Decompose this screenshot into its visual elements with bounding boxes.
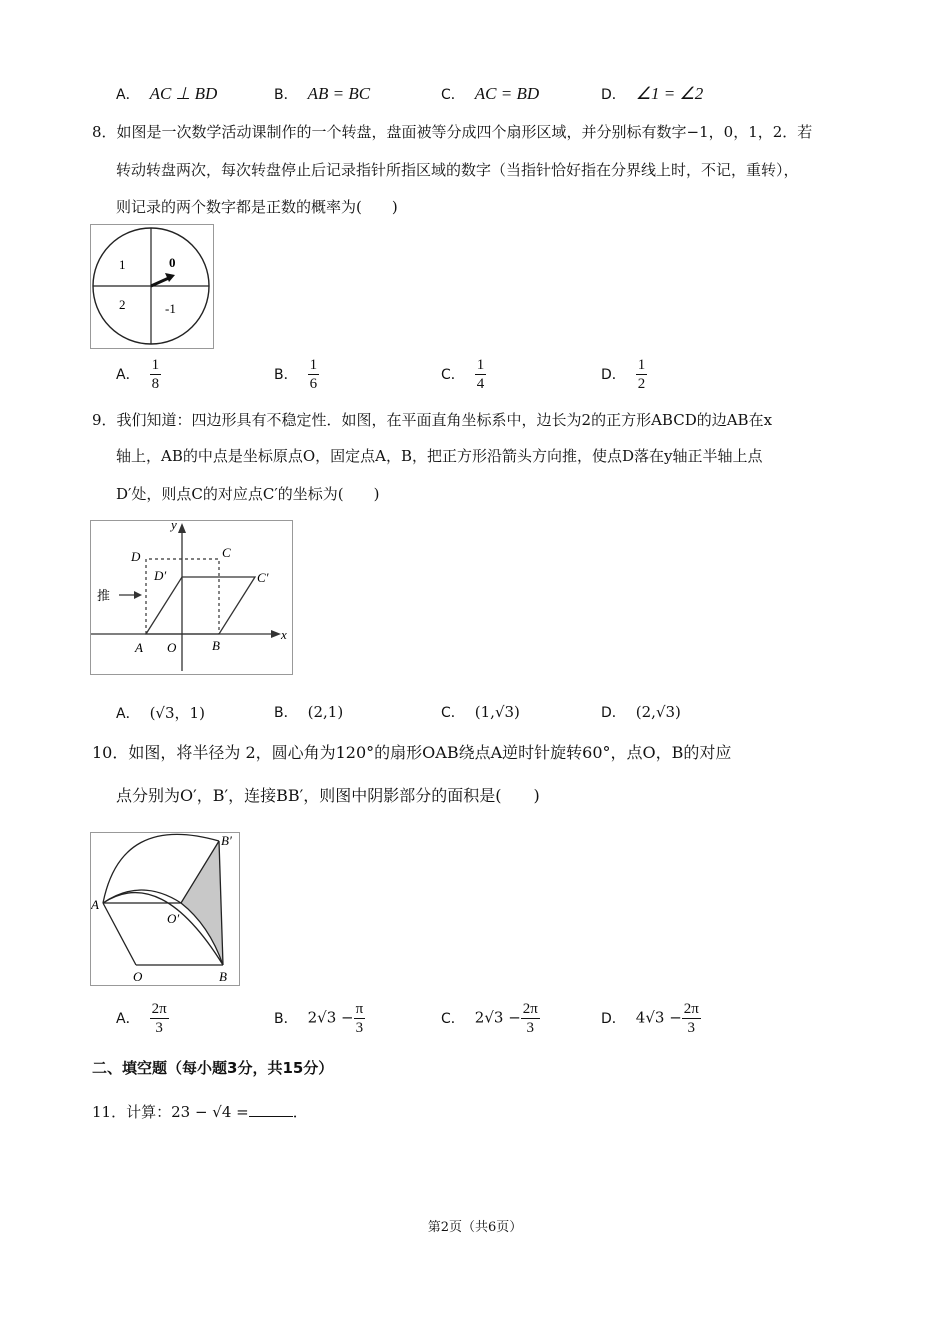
option-label: B． (274, 366, 298, 383)
q7-option-d (601, 84, 703, 104)
q10-option-b (274, 1000, 365, 1037)
q8-option-c (441, 356, 486, 393)
page-footer: 第2页（共6页） (427, 1220, 523, 1235)
option-label: B． (274, 1010, 298, 1027)
option-text: AB = BC (307, 84, 371, 103)
y-axis-label: y (171, 521, 177, 532)
fraction (308, 356, 320, 393)
origin-label: O (167, 640, 177, 655)
point-c-prime-label: C′ (257, 570, 269, 585)
option-label: B． (274, 705, 298, 721)
numerator: 1 (151, 357, 160, 373)
option-text: (1,√3) (474, 703, 520, 721)
fraction (354, 1000, 366, 1037)
sector-label-neg1: -1 (165, 301, 176, 316)
q8-line-2: 转动转盘两次，每次转盘停止后记录指针所指区域的数字（当指针恰好指在分界线上时，不记，重转）， (116, 161, 799, 179)
numerator: 2π (151, 1001, 167, 1017)
option-label: C． (441, 705, 465, 721)
denominator: 4 (476, 376, 485, 392)
option-text: AC = BD (474, 84, 540, 103)
denominator: 8 (151, 376, 160, 392)
q9-square-figure (90, 520, 293, 675)
q9-option-c (441, 702, 520, 722)
fraction (682, 1000, 701, 1037)
option-text: AC ⊥ BD (149, 84, 218, 103)
point-d-prime-label: D′ (154, 568, 167, 583)
fraction (521, 1000, 540, 1037)
denominator: 3 (687, 1020, 696, 1036)
point-d-label: D (131, 549, 141, 564)
sector-svg (91, 833, 239, 985)
option-label: D． (601, 87, 626, 103)
option-prefix: 2√3 − (307, 1008, 354, 1027)
numerator: 2π (522, 1001, 538, 1017)
option-label: A． (116, 87, 140, 103)
q8-line-3: 则记录的两个数字都是正数的概率为( ) (116, 198, 398, 216)
option-label: A． (116, 366, 140, 383)
option-label: D． (601, 366, 626, 383)
option-label: B． (274, 87, 298, 103)
sector-label-2: 2 (119, 297, 126, 312)
option-label: D． (601, 705, 626, 721)
option-text: (√3，1) (149, 704, 205, 722)
sector-label-0: 0 (169, 255, 176, 270)
q10-option-c (441, 1000, 540, 1037)
point-b-prime-label: B′ (221, 833, 232, 848)
q11-line (92, 1102, 308, 1122)
q8-option-b (274, 356, 319, 393)
q10-line-1: 10．如图，将半径为 2，圆心角为120°的扇形OAB绕点A逆时针旋转60°，点O，B的对应 (92, 743, 732, 762)
option-prefix: 4√3 − (635, 1008, 682, 1027)
spinner-svg (91, 225, 213, 348)
numerator: 1 (476, 357, 485, 373)
denominator: 6 (309, 376, 318, 392)
q11-expression: 23 − √4 = (171, 1103, 249, 1121)
q9-line-1: 9．我们知道：四边形具有不稳定性．如图，在平面直角坐标系中，边长为2的正方形ABCD的边AB在x (92, 411, 773, 429)
q7-option-a (116, 84, 217, 104)
option-text: (2,1) (307, 703, 344, 721)
point-o-prime-label: O′ (167, 911, 180, 926)
option-label: C． (441, 366, 465, 383)
q10-sector-figure (90, 832, 240, 986)
point-c-label: C (222, 545, 231, 560)
point-o-label: O (133, 969, 143, 984)
q7-option-b (274, 84, 370, 104)
option-label: D． (601, 1010, 626, 1027)
answer-blank[interactable] (249, 1102, 293, 1117)
x-axis-label: x (281, 627, 287, 642)
q9-option-a (116, 702, 205, 723)
q7-option-c (441, 84, 539, 104)
q9-option-d (601, 702, 681, 722)
fraction (475, 356, 487, 393)
q8-option-d (601, 356, 647, 393)
option-text: ∠1 = ∠2 (635, 84, 704, 103)
q11-suffix: ． (292, 1103, 308, 1121)
q8-spinner-figure (90, 224, 214, 349)
denominator: 2 (637, 376, 646, 392)
numerator: 1 (309, 357, 318, 373)
q8-line-1: 8．如图是一次数学活动课制作的一个转盘，盘面被等分成四个扇形区域，并分别标有数字−1，0，1，2．若 (92, 123, 813, 141)
option-label: A． (116, 1010, 140, 1027)
option-label: A． (116, 706, 140, 722)
q11-prefix: 11．计算： (92, 1103, 172, 1121)
q8-option-a (116, 356, 161, 393)
q10-option-d (601, 1000, 701, 1037)
section-title: 二、填空题（每小题3分，共15分） (92, 1059, 334, 1077)
numerator: 2π (683, 1001, 699, 1017)
q10-option-a (116, 1000, 169, 1037)
fraction (636, 356, 648, 393)
denominator: 3 (155, 1020, 163, 1036)
fraction (150, 1000, 169, 1037)
coordinate-svg (91, 521, 292, 674)
denominator: 3 (355, 1020, 364, 1036)
q9-option-b (274, 702, 343, 722)
q9-line-2: 轴上，AB的中点是坐标原点O，固定点A，B，把正方形沿箭头方向推，使点D落在y轴正半轴上点 (116, 447, 763, 465)
point-a-label: A (91, 897, 99, 912)
point-a-label: A (135, 640, 143, 655)
fraction (150, 356, 162, 393)
point-b-label: B (212, 638, 220, 653)
option-label: C． (441, 1010, 465, 1027)
option-label: C． (441, 87, 465, 103)
denominator: 3 (526, 1020, 535, 1036)
numerator: π (355, 1001, 364, 1017)
q10-line-2: 点分别为O′，B′，连接BB′，则图中阴影部分的面积是( ) (116, 786, 540, 805)
option-text: (2,√3) (635, 703, 681, 721)
push-label: 推 (97, 589, 111, 604)
sector-label-1: 1 (119, 257, 126, 272)
numerator: 1 (637, 357, 646, 373)
q9-line-3: D′处，则点C的对应点C′的坐标为( ) (116, 485, 380, 503)
option-prefix: 2√3 − (474, 1008, 521, 1027)
point-b-label: B (219, 969, 227, 984)
